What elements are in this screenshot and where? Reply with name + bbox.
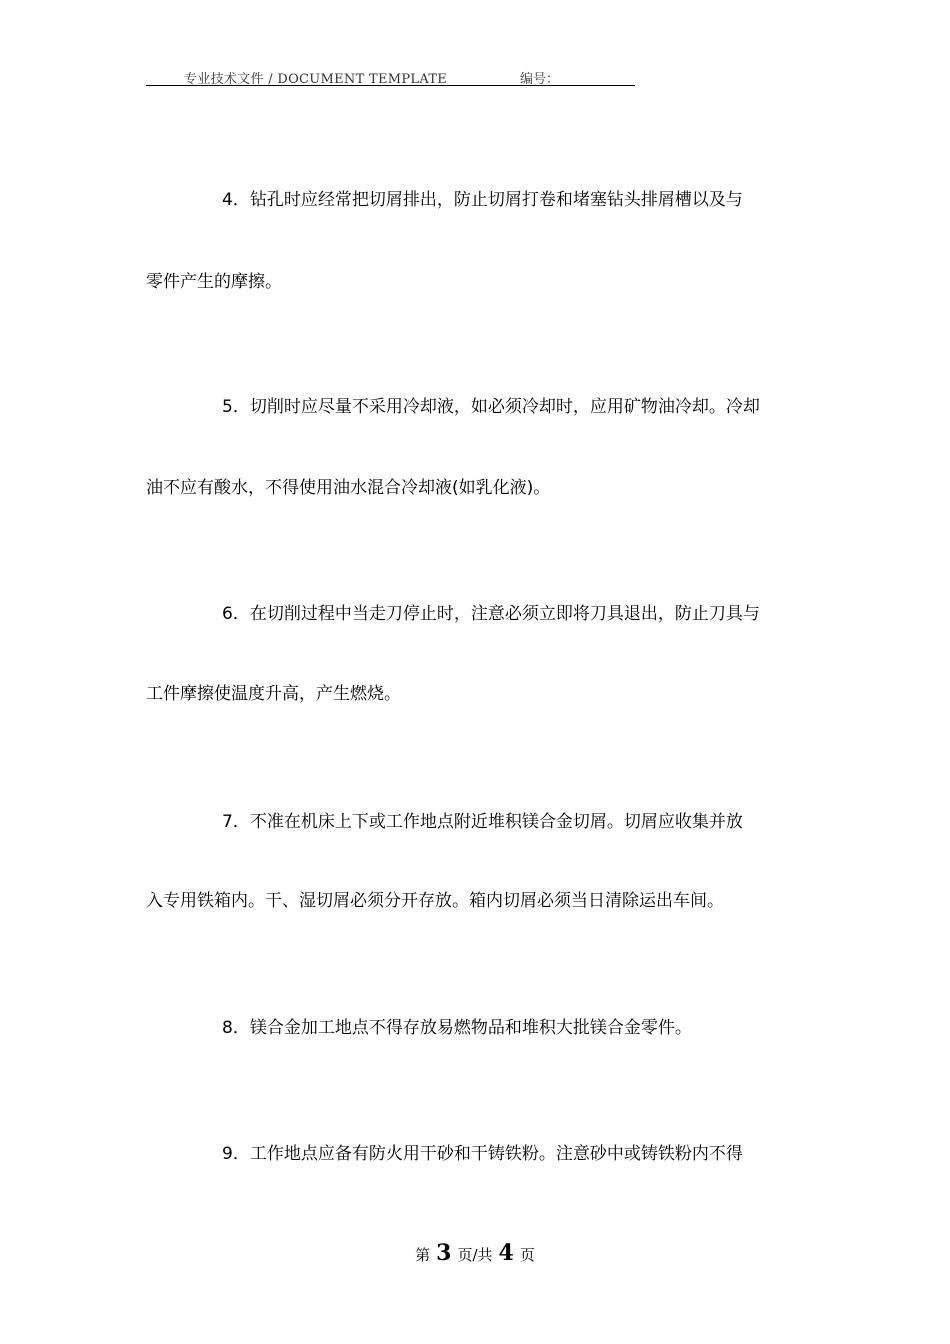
paragraph-9-line-1: 9．工作地点应备有防火用干砂和干铸铁粉。注意砂中或铸铁粉内不得 (222, 1144, 743, 1164)
footer-suffix: 页 (519, 1246, 535, 1264)
header-doc-number-label: 编号： (520, 72, 560, 87)
page-header (146, 66, 635, 86)
paragraph-6-line-2: 工件摩擦使温度升高，产生燃烧。 (146, 684, 401, 704)
paragraph-5-line-1: 5．切削时应尽量不采用冷却液，如必须冷却时，应用矿物油冷却。冷却 (222, 397, 760, 417)
paragraph-6-line-1: 6．在切削过程中当走刀停止时，注意必须立即将刀具退出，防止刀具与 (222, 604, 760, 624)
footer-current-page: 3 (436, 1240, 452, 1266)
footer-prefix: 第 (415, 1246, 431, 1264)
paragraph-4-line-2: 零件产生的摩擦。 (146, 272, 282, 292)
paragraph-4-line-1: 4．钻孔时应经常把切屑排出，防止切屑打卷和堵塞钻头排屑槽以及与 (222, 190, 743, 210)
paragraph-8-line-1: 8．镁合金加工地点不得存放易燃物品和堆积大批镁合金零件。 (222, 1018, 692, 1038)
page-footer (0, 1240, 950, 1266)
paragraph-7-line-1: 7．不准在机床上下或工作地点附近堆积镁合金切屑。切屑应收集并放 (222, 812, 743, 832)
footer-middle: 页/共 (457, 1246, 493, 1264)
header-title: 专业技术文件 / DOCUMENT TEMPLATE (184, 72, 448, 87)
paragraph-5-line-2: 油不应有酸水，不得使用油水混合冷却液(如乳化液)。 (146, 478, 551, 498)
footer-total-pages: 4 (498, 1240, 514, 1266)
paragraph-7-line-2: 入专用铁箱内。干、湿切屑必须分开存放。箱内切屑必须当日清除运出车间。 (146, 891, 724, 911)
